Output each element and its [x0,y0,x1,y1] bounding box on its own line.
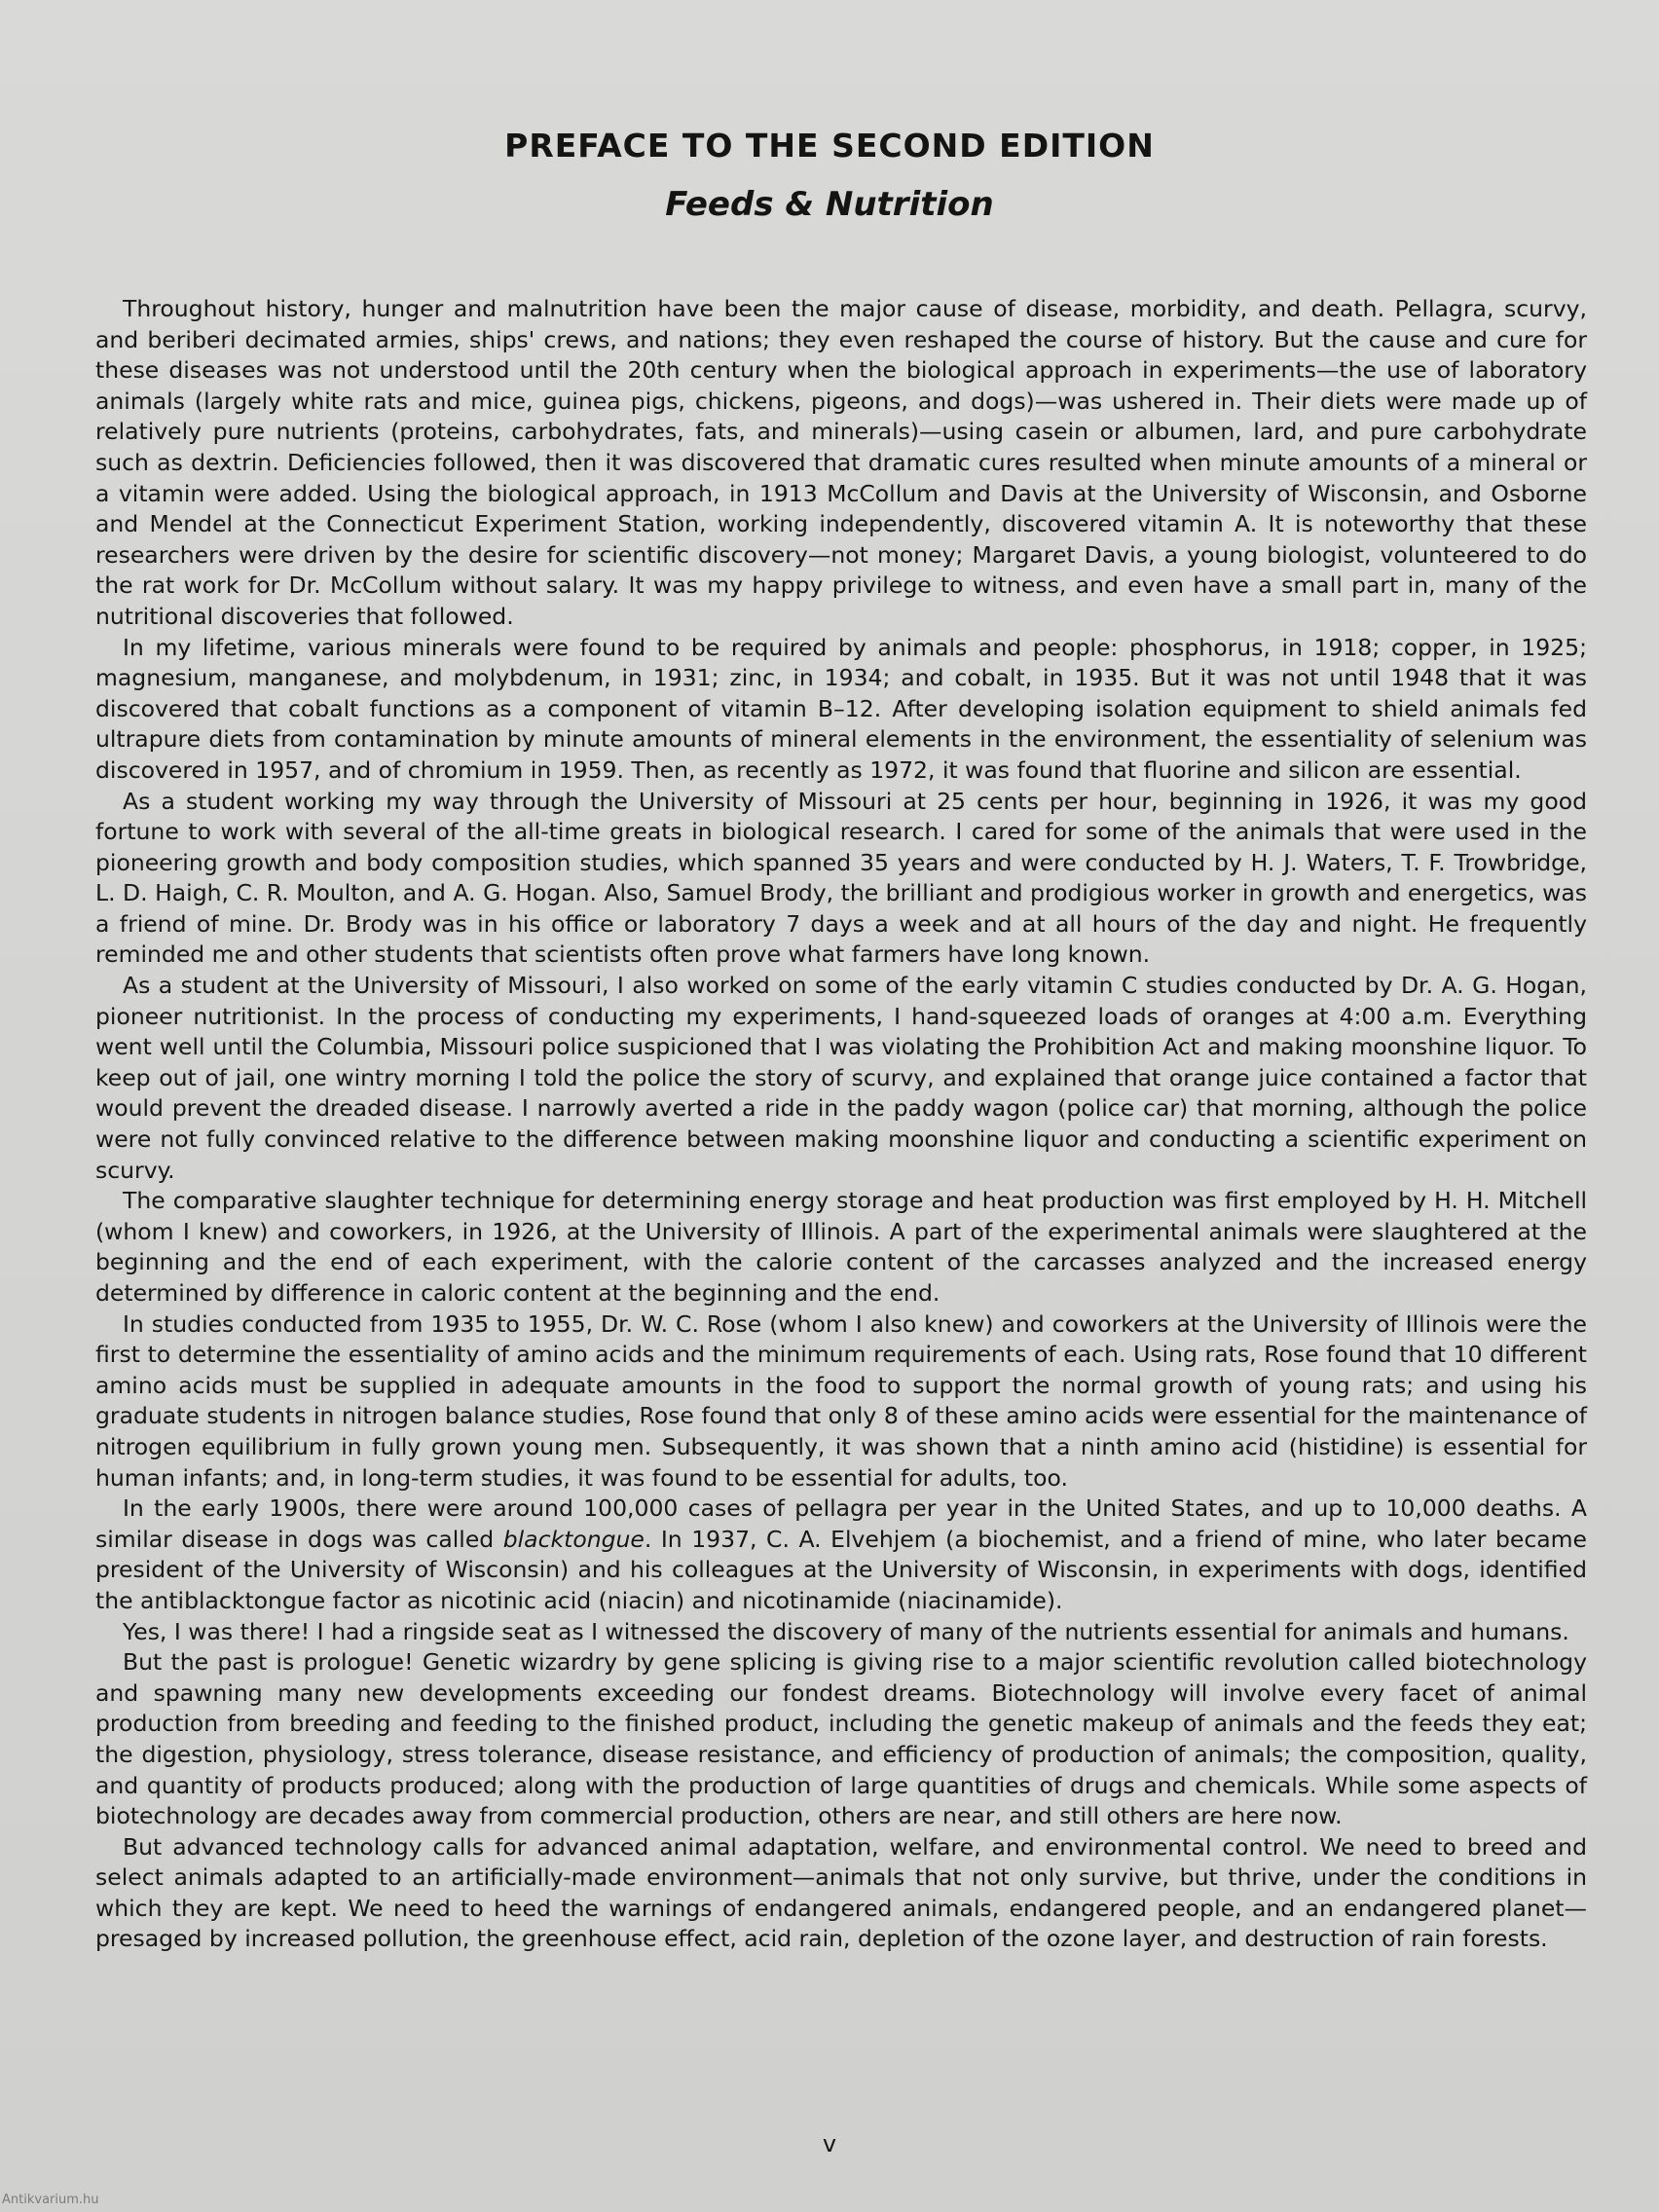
paragraph-5: The comparative slaughter technique for determining energy storage and heat production was first employed by H. H. Mitchell (whom I knew) and coworkers, in 1926, at the University of Illinois. A part of the experimental animals were slaughtered at the beginning and the end of each experiment, with the calorie content of the carcasses analyzed and the increased energy determined by difference in caloric content at the beginning and the end. [95,1187,1587,1307]
paragraph-10: But advanced technology calls for advanced animal adaptation, welfare, and environmental control. We need to breed and select animals adapted to an artificially-made environment—animals that not only survive, but thrive, under the conditions in which they are kept. We need to heed the warnings of endangered animals, endangered people, and an endangered planet—presaged by increased pollution, the greenhouse effect, acid rain, depletion of the ozone layer, and destruction of rain forests. [95,1832,1587,1953]
paragraph-1: Throughout history, hunger and malnutrition have been the major cause of disease, morbidity, and death. Pellagra, scurvy, and beriberi decimated armies, ships' crews, and nations; they even reshaped the course of history. But the cause and cure for these diseases was not understood until the 20th century when the biological approach in experiments—the use of laboratory animals (largely white rats and mice, guinea pigs, chickens, pigeons, and dogs)—was ushered in. Their diets were made up of relatively pure nutrients (proteins, carbohydrates, fats, and minerals)—using casein or albumen, lard, and pure carbohydrate such as dextrin. Deficiencies followed, then it was discovered that dramatic cures resulted when minute amounts of a mineral or a vitamin were added. Using the biological approach, in 1913 McCollum and Davis at the University of Wisconsin, and Osborne and Mendel at the Connecticut Experiment Station, working independently, discovered vitamin A. It is noteworthy that these researchers were driven by the desire for scientific discovery—not money; Margaret Davis, a young biologist, volunteered to do the rat work for Dr. McCollum without salary. It was my happy privilege to witness, and even have a small part in, many of the nutritional discoveries that followed. [95,295,1587,630]
paragraph-6: In studies conducted from 1935 to 1955, Dr. W. C. Rose (whom I also knew) and coworkers at the University of Illinois were the first to determine the essentiality of amino acids and the minimum requirements of each. Using rats, Rose found that 10 different amino acids must be supplied in adequate amounts in the food to support the normal growth of young rats; and using his graduate students in nitrogen balance studies, Rose found that only 8 of these amino acids were essential for the maintenance of nitrogen equilibrium in fully grown young men. Subsequently, it was shown that a ninth amino acid (histidine) is essential for human infants; and, in long-term studies, it was found to be essential for adults, too. [95,1309,1587,1492]
paragraph-7 [95,1493,1587,1616]
page-title: PREFACE TO THE SECOND EDITION [504,127,1155,165]
paragraph-7-end: . In 1937, C. A. Elvehjem (a biochemist, and a friend of mine, who later became president of the University of Wisconsin) and his colleagues at the University of Wisconsin, in experiments with dogs, identified the antiblacktongue factor as nicotinic acid (niacin) and nicotinamide (niacinamide). [95,1525,1588,1614]
paragraph-2: In my lifetime, various minerals were found to be required by animals and people: phosphorus, in 1918; copper, in 1925; magnesium, manganese, and molybdenum, in 1931; zinc, in 1934; and cobalt, in 1935. But it was not until 1948 that it was discovered that cobalt functions as a component of vitamin B–12. After developing isolation equipment to shield animals fed ultrapure diets from contamination by minute amounts of mineral elements in the environment, the essentiality of selenium was discovered in 1957, and of chromium in 1959. Then, as recently as 1972, it was found that fluorine and silicon are essential. [95,633,1587,784]
paragraph-3: As a student working my way through the University of Missouri at 25 cents per hour, beginning in 1926, it was my good fortune to work with several of the all-time greats in biological research. I cared for some of the animals that were used in the pioneering growth and body composition studies, which spanned 35 years and were conducted by H. J. Waters, T. F. Trowbridge, L. D. Haigh, C. R. Moulton, and A. G. Hogan. Also, Samuel Brody, the brilliant and prodigious worker in growth and energetics, was a friend of mine. Dr. Brody was in his office or laboratory 7 days a week and at all hours of the day and night. He frequently reminded me and other students that scientists often prove what farmers have long known. [95,787,1587,969]
preface-body [95,294,1587,1955]
paragraph-7-italic-term: blacktongue [502,1525,645,1553]
page-subtitle: Feeds & Nutrition [665,185,994,224]
paragraph-9: But the past is prologue! Genetic wizardry by gene splicing is giving rise to a major scientific revolution called biotechnology and spawning many new developments exceeding our fondest dreams. Biotechnology will involve every facet of animal production from breeding and feeding to the finished product, including the genetic makeup of animals and the feeds they eat; the digestion, physiology, stress tolerance, disease resistance, and efficiency of production of animals; the composition, quality, and quantity of products produced; along with the production of large quantities of drugs and chemicals. While some aspects of biotechnology are decades away from commercial production, others are near, and still others are here now. [95,1648,1587,1830]
paragraph-4: As a student at the University of Missouri, I also worked on some of the early vitamin C studies conducted by Dr. A. G. Hogan, pioneer nutritionist. In the process of conducting my experiments, I hand-squeezed loads of oranges at 4:00 a.m. Everything went well until the Columbia, Missouri police suspicioned that I was violating the Prohibition Act and making moonshine liquor. To keep out of jail, one wintry morning I told the police the story of scurvy, and explained that orange juice contained a factor that would prevent the dreaded disease. I narrowly averted a ride in the paddy wagon (police car) that morning, although the police were not fully convinced relative to the difference between making moonshine liquor and conducting a scientific experiment on scurvy. [95,972,1587,1184]
paragraph-7-start: In the early 1900s, there were around 100,000 cases of pellagra per year in the United States, and up to 10,000 deaths. A similar disease in dogs was called [95,1494,1587,1553]
watermark: Antikvarium.hu [2,2193,99,2207]
paragraph-8: Yes, I was there! I had a ringside seat as I witnessed the discovery of many of the nutrients essential for animals and humans. [123,1617,1569,1645]
page-number: v [822,2130,837,2157]
